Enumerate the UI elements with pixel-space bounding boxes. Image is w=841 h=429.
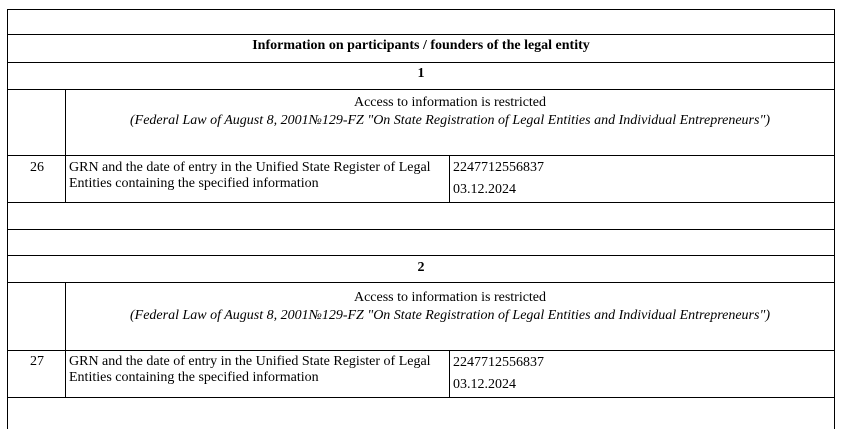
entry-date-value: 03.12.2024 (453, 377, 516, 392)
access-restricted-block (66, 289, 834, 325)
table-divider (8, 89, 834, 90)
row-value (453, 352, 544, 396)
table-divider (8, 62, 834, 63)
row-number: 26 (30, 160, 44, 175)
column-divider (449, 155, 450, 202)
table-divider (8, 350, 834, 351)
row-label: GRN and the date of entry in the Unified State Register of Legal Entities containing the specified information (69, 354, 431, 385)
row-number: 27 (30, 354, 44, 369)
access-title: Access to information is restricted (353, 95, 547, 110)
row-label: GRN and the date of entry in the Unified State Register of Legal Entities containing the specified information (69, 160, 431, 191)
table-divider (8, 155, 834, 156)
founders-table (7, 9, 835, 429)
access-law-reference: (Federal Law of August 8, 2001№129-FZ "On State Registration of Legal Entities and Individual Entrepreneurs") (129, 113, 770, 128)
section-number: 1 (417, 66, 425, 81)
entry-date-value: 03.12.2024 (453, 182, 516, 197)
table-divider (8, 255, 834, 256)
column-divider (449, 350, 450, 397)
grn-value: 2247712556837 (453, 355, 544, 370)
table-divider (8, 397, 834, 398)
table-border (8, 9, 834, 10)
table-divider (8, 229, 834, 230)
table-divider (8, 34, 834, 35)
access-law-reference: (Federal Law of August 8, 2001№129-FZ "On State Registration of Legal Entities and Individual Entrepreneurs") (129, 308, 770, 323)
grn-value: 2247712556837 (453, 160, 544, 175)
table-header: Information on participants / founders of the legal entity (252, 38, 590, 53)
row-value (453, 157, 544, 201)
access-title: Access to information is restricted (353, 290, 547, 305)
table-divider (8, 202, 834, 203)
access-restricted-block (66, 94, 834, 130)
table-divider (8, 282, 834, 283)
section-number: 2 (417, 260, 425, 275)
